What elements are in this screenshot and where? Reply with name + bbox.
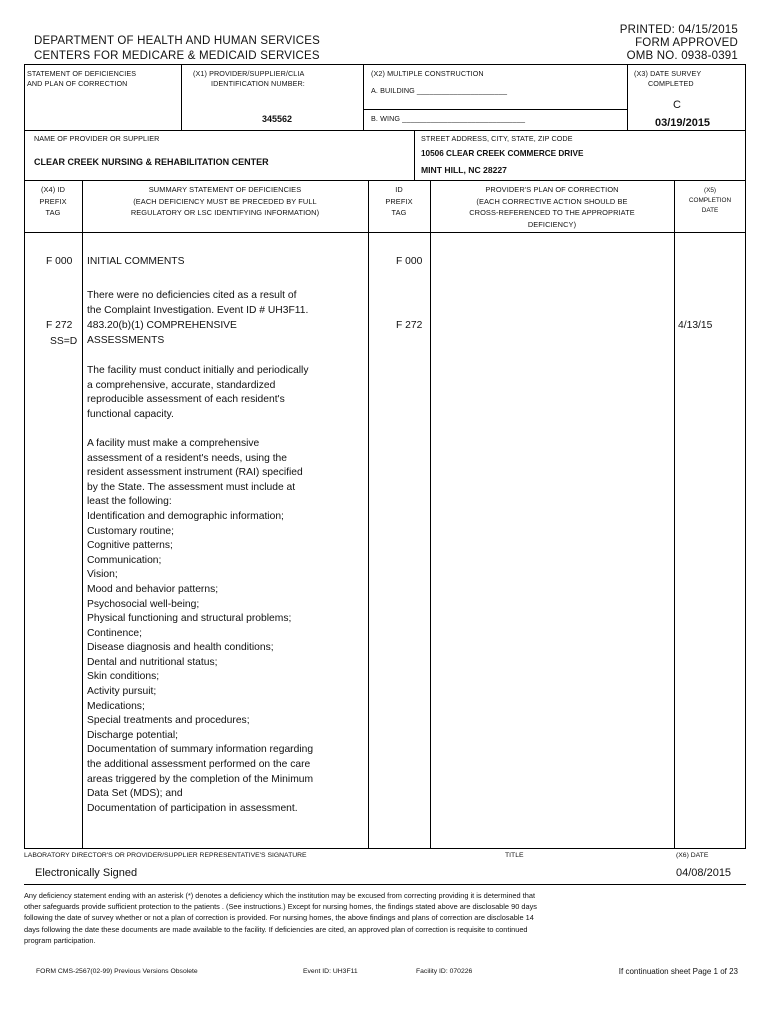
- body-line: Medications;: [87, 700, 145, 712]
- survey-date: 03/19/2015: [655, 117, 711, 129]
- body-line: Disease diagnosis and health conditions;: [87, 642, 274, 654]
- provider-name: CLEAR CREEK NURSING & REHABILITATION CENTER: [34, 157, 269, 167]
- body-line: Vision;: [87, 569, 118, 581]
- body-line: Physical functioning and structural problems;: [87, 613, 292, 625]
- statement-label-2: AND PLAN OF CORRECTION: [27, 79, 128, 88]
- body-line: Mood and behavior patterns;: [87, 583, 219, 595]
- x2-label: (X2) MULTIPLE CONSTRUCTION: [371, 69, 484, 78]
- initial-comments: INITIAL COMMENTS: [87, 256, 185, 267]
- summary-header: SUMMARY STATEMENT OF DEFICIENCIES (EACH DEFICIENCY MUST BE PRECEDED BY FULL REGULATORY OR LSC IDENTIFYING INFORMATION): [130, 185, 320, 218]
- x3-label-2: COMPLETED: [648, 79, 694, 88]
- body-line: Psychosocial well-being;: [87, 598, 200, 610]
- signature-value: Electronically Signed: [35, 867, 138, 879]
- event-id: Event ID: UH3F11: [303, 968, 358, 975]
- tag-f000-left: F 000: [46, 256, 73, 267]
- printed-date: PRINTED: 04/15/2015: [619, 24, 738, 36]
- body-line: assessment of a resident's needs, using the: [87, 452, 288, 464]
- city-state-zip: MINT HILL, NC 28227: [421, 165, 507, 175]
- x6-date-label: (X6) DATE: [676, 852, 709, 859]
- facility-id: Facility ID: 070226: [416, 968, 473, 975]
- body-line: the additional assessment performed on the care: [87, 759, 311, 771]
- body-line: Special treatments and procedures;: [87, 715, 250, 727]
- x1-label-2: IDENTIFICATION NUMBER:: [211, 79, 305, 88]
- body-line: The facility must conduct initially and periodically: [87, 365, 309, 376]
- building-field: A. BUILDING ______________________: [371, 86, 508, 95]
- x5-header: (X5) COMPLETION DATE: [688, 187, 732, 214]
- form-approved: FORM APPROVED: [635, 37, 738, 49]
- body-line: Cognitive patterns;: [87, 540, 173, 552]
- signature-date: 04/08/2015: [676, 867, 732, 879]
- body-line: [87, 422, 365, 437]
- body-line: reproducible assessment of each resident's: [87, 394, 285, 406]
- body-line: by the State. The assessment must include at: [87, 481, 296, 493]
- disclaimer: Any deficiency statement ending with an asterisk (*) denotes a deficiency which the institution may be excused from correcting providing it is determined that other safeguards provide sufficient protection to the patients . (See instructions.) Except for nursing homes, the findings stated above are disclosable 90 days following the date of survey whether or not a plan of correction is provided. For nursing homes, the above findings and plans of correction are disclosable 14 days following the date these documents are made available to the facility. If deficiencies are cited, an approved plan of correction is requisite to continued program participation.: [24, 891, 537, 945]
- plan-header: PROVIDER'S PLAN OF CORRECTION (EACH CORRECTIVE ACTION SHOULD BE CROSS-REFERENCED TO THE APPROPRIATE DEFICIENCY): [469, 185, 635, 229]
- x1-label-1: (X1) PROVIDER/SUPPLIER/CLIA: [193, 69, 305, 78]
- body-line: Skin conditions;: [87, 671, 160, 683]
- completion-date: 4/13/15: [678, 320, 713, 331]
- complaint-line-1: There were no deficiencies cited as a result of: [87, 290, 297, 301]
- omb-number: OMB NO. 0938-0391: [626, 50, 738, 62]
- department-name: DEPARTMENT OF HEALTH AND HUMAN SERVICES: [34, 35, 320, 47]
- body-line: Activity pursuit;: [87, 686, 157, 698]
- page-counter: If continuation sheet Page 1 of 23: [618, 967, 738, 976]
- body-line: functional capacity.: [87, 408, 174, 420]
- body-line: Discharge potential;: [87, 729, 179, 741]
- tag-f272-right: F 272: [396, 320, 423, 331]
- provider-number: 345562: [262, 114, 293, 124]
- body-line: Identification and demographic information;: [87, 510, 284, 522]
- body-line: Communication;: [87, 554, 162, 566]
- complaint-line-2: the Complaint Investigation. Event ID # UH3F11.: [87, 305, 309, 316]
- form-number: FORM CMS-2567(02-99) Previous Versions Obsolete: [36, 968, 198, 975]
- body-line: least the following:: [87, 496, 172, 508]
- title-label: TITLE: [505, 852, 524, 859]
- street-address: 10506 CLEAR CREEK COMMERCE DRIVE: [421, 149, 584, 158]
- body-line: Customary routine;: [87, 525, 174, 537]
- tag-f272-left: F 272: [46, 320, 73, 331]
- wing-field: B. WING ______________________________: [371, 114, 526, 123]
- body-line: a comprehensive, accurate, standardized: [87, 379, 276, 391]
- body-line: areas triggered by the completion of the Minimum: [87, 773, 314, 785]
- body-line: Documentation of summary information regarding: [87, 744, 314, 756]
- body-line: A facility must make a comprehensive: [87, 437, 260, 449]
- x3-label-1: (X3) DATE SURVEY: [634, 69, 702, 78]
- survey-letter: C: [673, 99, 681, 111]
- centers-name: CENTERS FOR MEDICARE & MEDICAID SERVICES: [34, 50, 320, 62]
- tag-f000-right: F 000: [396, 256, 423, 267]
- x4-header: (X4) ID PREFIX TAG: [39, 185, 67, 218]
- id-header: ID PREFIX TAG: [385, 185, 413, 218]
- body-line: Dental and nutritional status;: [87, 656, 218, 668]
- provider-name-label: NAME OF PROVIDER OR SUPPLIER: [34, 134, 160, 143]
- body-line: Documentation of participation in assessment.: [87, 802, 298, 814]
- body-line: Continence;: [87, 627, 142, 639]
- f272-title-1: 483.20(b)(1) COMPREHENSIVE: [87, 320, 237, 331]
- f272-title-2: ASSESSMENTS: [87, 335, 165, 346]
- body-line: Data Set (MDS); and: [87, 788, 183, 800]
- body-line: resident assessment instrument (RAI) specified: [87, 467, 303, 479]
- scope-severity: SS=D: [50, 336, 78, 347]
- signature-label: LABORATORY DIRECTOR'S OR PROVIDER/SUPPLIER REPRESENTATIVE'S SIGNATURE: [24, 852, 307, 859]
- address-label: STREET ADDRESS, CITY, STATE, ZIP CODE: [421, 134, 573, 143]
- f272-body: [87, 364, 365, 816]
- statement-label-1: STATEMENT OF DEFICIENCIES: [27, 69, 137, 78]
